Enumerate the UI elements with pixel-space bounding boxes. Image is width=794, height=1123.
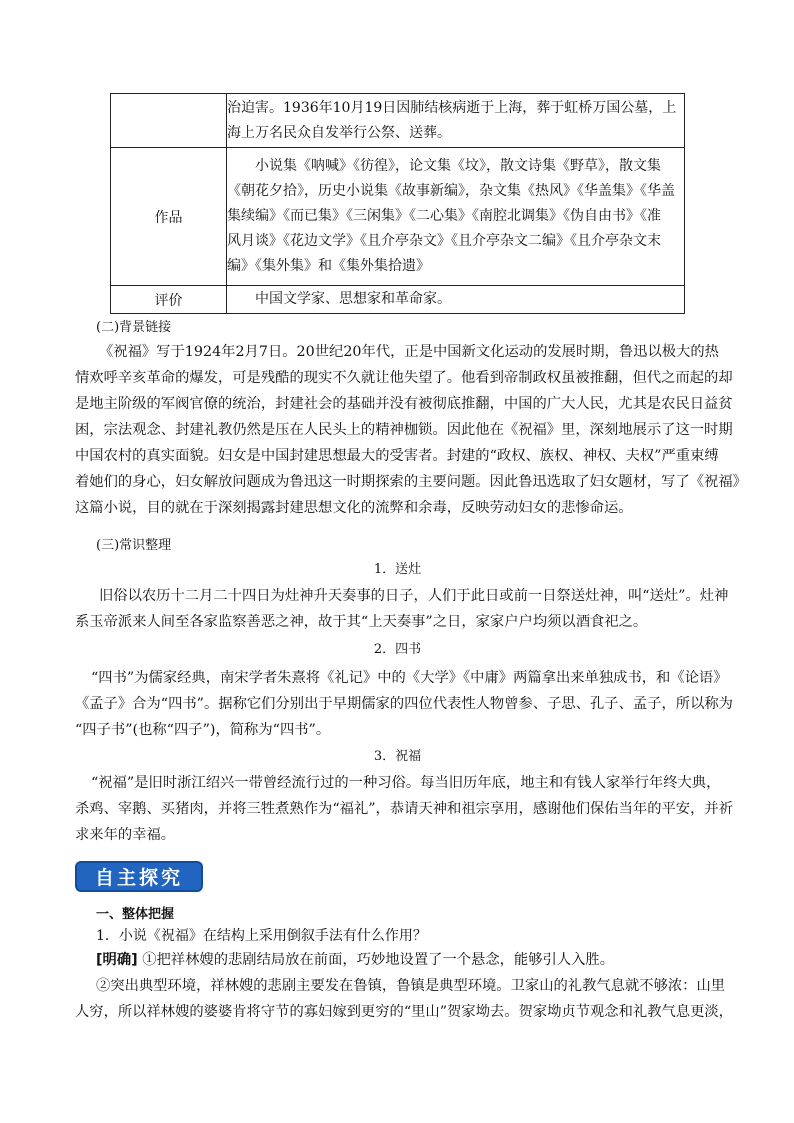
paragraph-line: 《孟子》合为“四书”。据称它们分别出于早期儒家的四位代表性人物曾参、子思、孔子、孟子，所以称为 xyxy=(75,696,733,712)
paragraph-line: 《祝福》写于1924年2月7日。20世纪20年代，正是中国新文化运动的发展时期，鲁迅以极大的热 xyxy=(99,344,719,360)
table-label-cell: 评价 xyxy=(111,286,227,314)
paragraph-line: “四书”为儒家经典，南宋学者朱熹将《礼记》中的《大学》《中庸》两篇拿出来单独成书，和《论语》 xyxy=(91,670,728,686)
knowledge-heading: (三)常识整理 xyxy=(96,538,172,553)
answer-line: 人穷，所以祥林嫂的婆婆肯将守节的寡妇嫁到更穷的“里山”贺家坳去。贺家坳贞节观念和礼教气息更淡， xyxy=(75,1004,733,1020)
table-line: 风月谈》《花边文学》《且介亭杂文》《且介亭杂文二编》《且介亭杂文末 xyxy=(227,233,661,249)
paragraph-line: 情欢呼辛亥革命的爆发，可是残酷的现实不久就让他失望了。他看到帝制政权虽被推翻，但代之而起的却 xyxy=(75,370,733,386)
table-line: 《朝花夕拾》，历史小说集《故事新编》，杂文集《热风》《华盖集》《华盖 xyxy=(227,183,675,199)
paragraph-line: 求来年的幸福。 xyxy=(75,827,176,843)
biography-table xyxy=(110,93,685,314)
item-title: 2．四书 xyxy=(373,642,422,657)
table-line: 海上万名民众自发举行公祭、送葬。 xyxy=(227,124,451,141)
paragraph-line: 中国农村的真实面貌。妇女是中国封建思想最大的受害者。封建的“政权、族权、神权、夫权”严重束缚 xyxy=(75,448,719,464)
paragraph-line: “祝福”是旧时浙江绍兴一带曾经流行过的一种习俗。每当旧历年底，地主和有钱人家举行年终大典， xyxy=(91,775,721,791)
item-title: 3．祝福 xyxy=(373,749,422,764)
paragraph-line: 杀鸡、宰鹅、买猪肉，并将三牲煮熟作为“福礼”，恭请天神和祖宗享用，感谢他们保佑当年的平安，并祈 xyxy=(75,801,733,817)
answer-line: ②突出典型环境，祥林嫂的悲剧主要发在鲁镇，鲁镇是典型环境。卫家山的礼教气息就不够浓：山里 xyxy=(96,978,726,994)
answer-line xyxy=(96,947,614,973)
paragraph-line: 这篇小说，目的就在于深刻揭露封建思想文化的流弊和余毒，反映劳动妇女的悲惨命运。 xyxy=(75,500,633,516)
item-title: 1．送灶 xyxy=(373,562,422,577)
self-study-badge: 自主探究 xyxy=(75,861,203,892)
table-label-cell: 作品 xyxy=(111,148,227,286)
question-text: 1．小说《祝福》在结构上采用倒叙手法有什么作用？ xyxy=(96,928,427,944)
answer-text: ①把祥林嫂的悲剧结局放在前面，巧妙地设置了一个悬念，能够引人入胜。 xyxy=(142,952,615,968)
table-row xyxy=(111,94,685,148)
table-content-cell xyxy=(227,286,685,314)
table-line: 小说集《呐喊》《彷徨》，论文集《坟》，散文诗集《野草》，散文集 xyxy=(255,158,661,174)
paragraph-line: “四子书”(也称“四子”)，简称为“四书”。 xyxy=(75,722,331,738)
table-line: 集续编》《而已集》《三闲集》《二心集》《南腔北调集》《伪自由书》《准 xyxy=(227,208,661,224)
table-content-cell xyxy=(227,94,685,148)
background-heading: (二)背景链接 xyxy=(96,320,172,335)
table-line: 治迫害。1936年10月19日因肺结核病逝于上海，葬于虹桥万国公墓，上 xyxy=(227,99,677,116)
paragraph-line: 着她们的身心，妇女解放问题成为鲁迅这一时期探索的主要问题。因此鲁迅选取了妇女题材，写了《祝福》 xyxy=(75,474,747,490)
table-label-cell xyxy=(111,94,227,148)
table-line: 中国文学家、思想家和革命家。 xyxy=(255,291,451,307)
paragraph-line: 是地主阶级的军阀官僚的统治，封建社会的基础并没有被彻底推翻，中国的广大人民，尤其是农民日益贫 xyxy=(75,396,733,412)
section-heading: 一、整体把握 xyxy=(96,907,175,922)
table-line: 编》《集外集》和《集外集拾遗》 xyxy=(227,258,430,274)
paragraph-line: 系玉帝派来人间至各家监察善恶之神，故于其“上天奏事”之日，家家户户均须以酒食祀之。 xyxy=(75,614,648,630)
paragraph-line: 旧俗以农历十二月二十四日为灶神升天奏事的日子，人们于此日或前一日祭送灶神，叫“送灶”。灶神 xyxy=(99,588,729,604)
paragraph-line: 困，宗法观念、封建礼教仍然是压在人民头上的精神枷锁。因此他在《祝福》里，深刻地展示了这一时期 xyxy=(75,422,733,438)
answer-tag: [明确] xyxy=(96,952,138,968)
table-row xyxy=(111,148,685,286)
table-row xyxy=(111,286,685,314)
table-content-cell xyxy=(227,148,685,286)
